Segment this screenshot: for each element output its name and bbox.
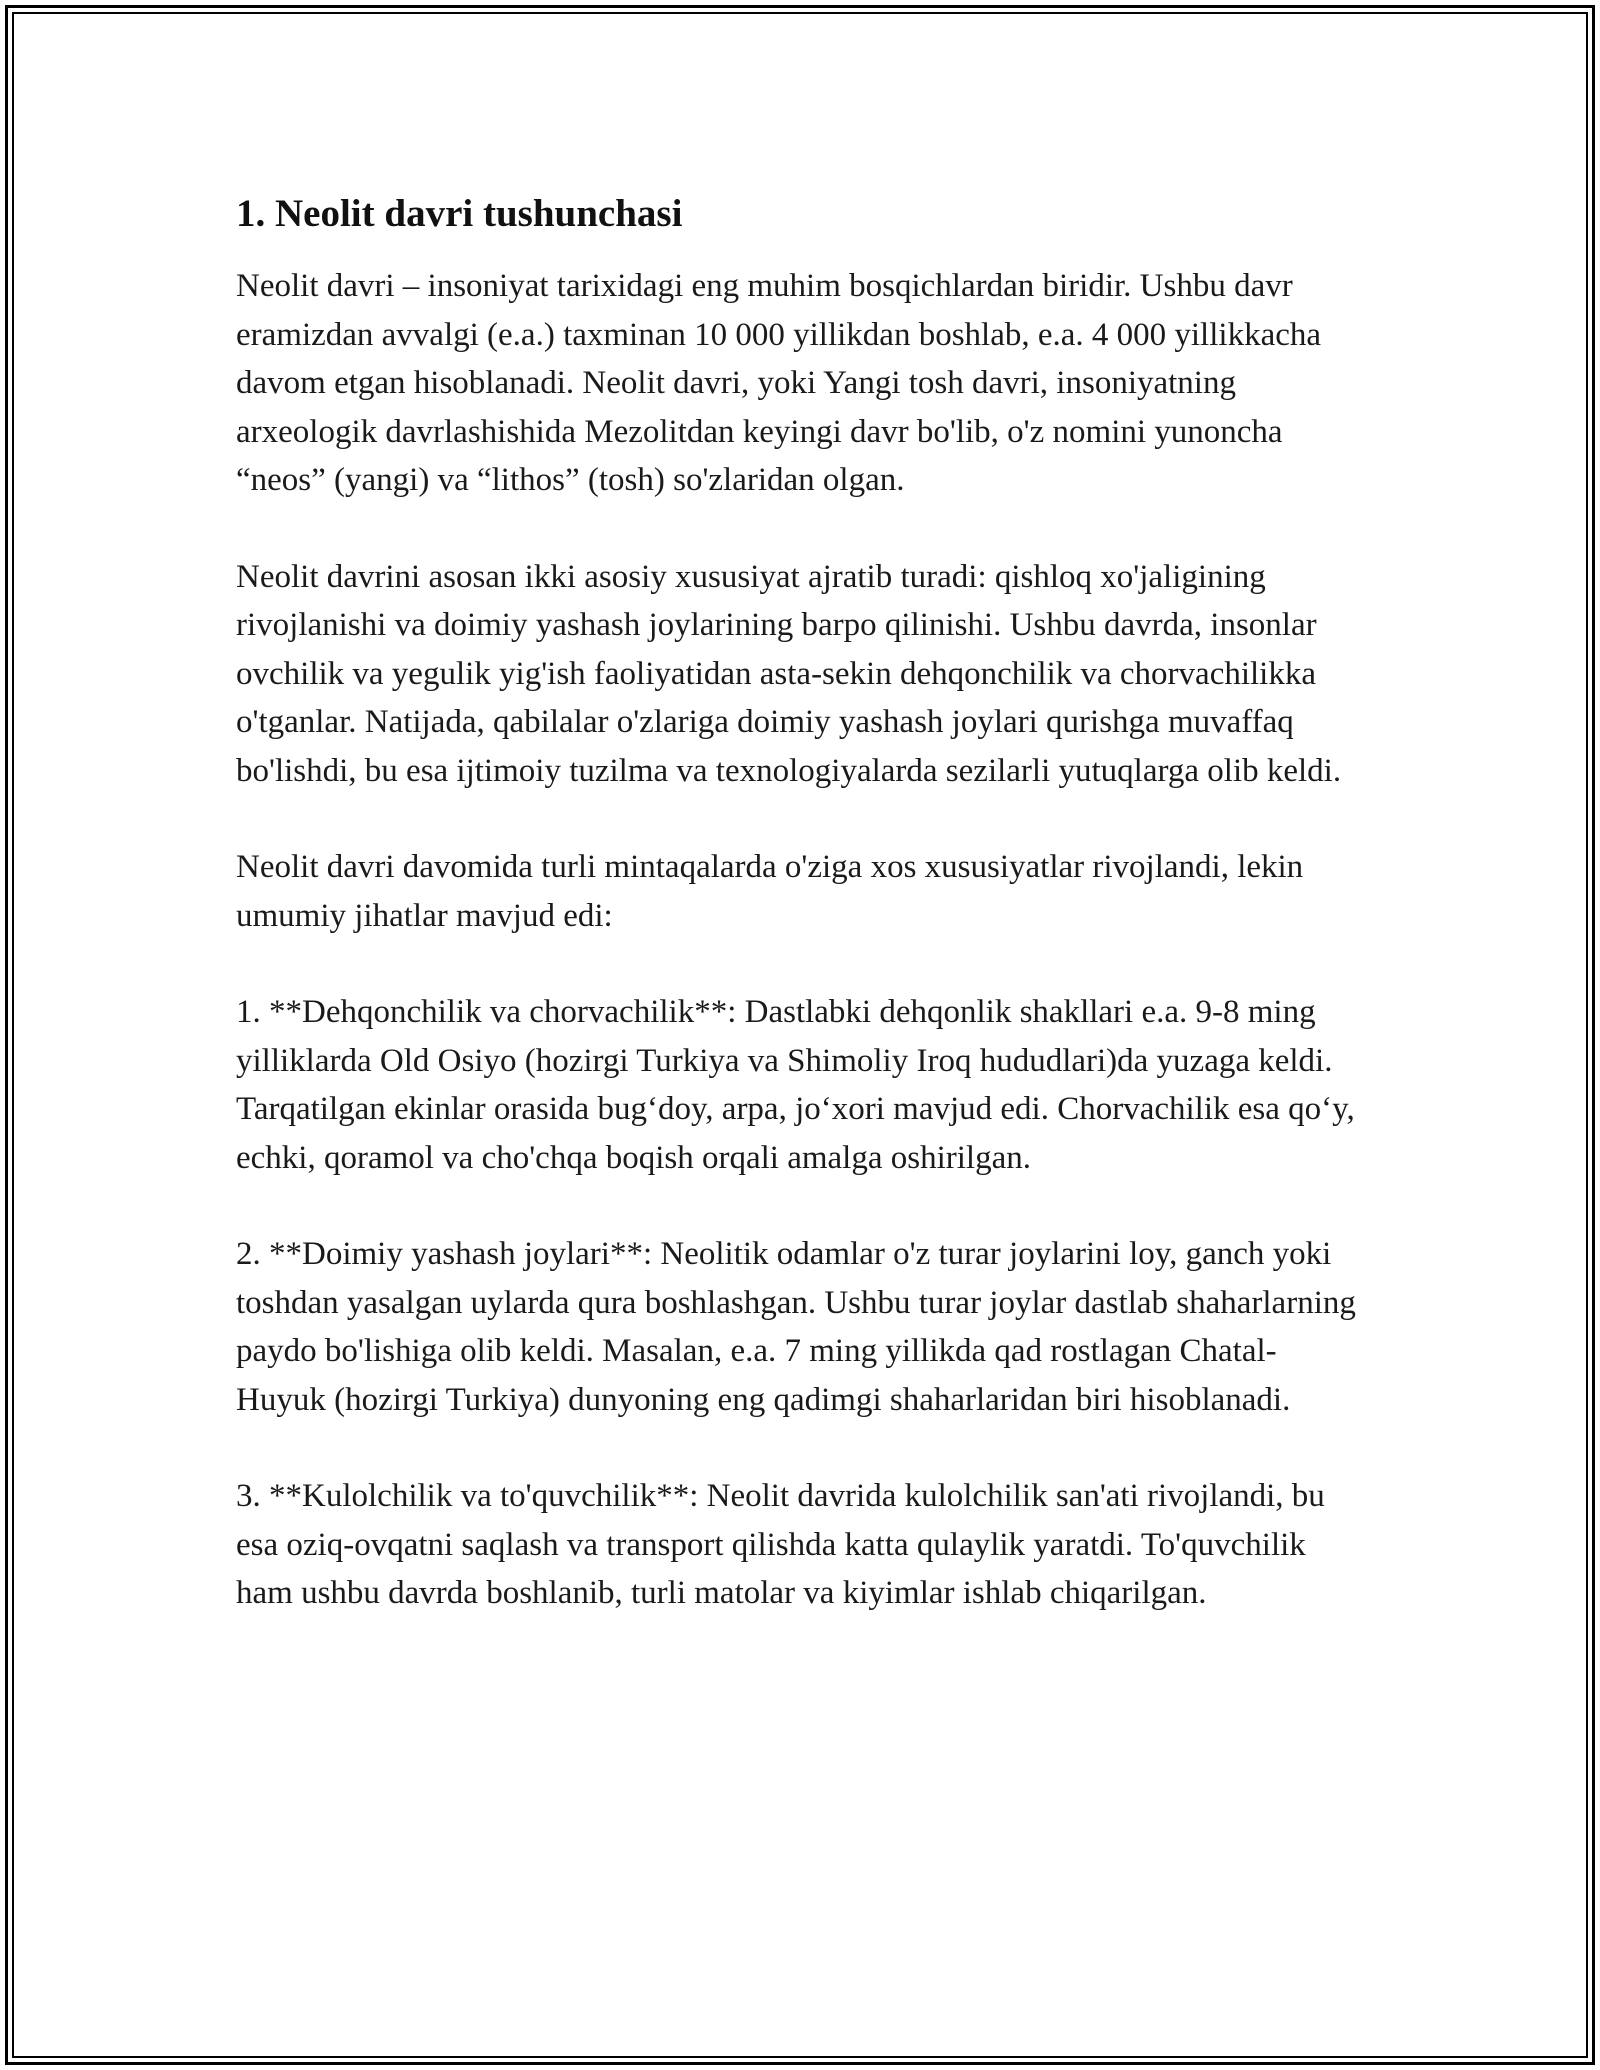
paragraph-features: Neolit davrini asosan ikki asosiy xususiyat ajratib turadi: qishloq xo'jaligining rivojlanishi va doimiy yashash joylarining barpo qilinishi. Ushbu davrda, insonlar ovchilik va yegulik yig'ish faoliyatidan asta-sekin dehqonchilik va chorvachilikka o'tganlar. Natijada, qabilalar o'zlariga doimiy yashash joylari qurishga muvaffaq bo'lishdi, bu esa ijtimoiy tuzilma va texnologiyalarda sezilarli yutuqlarga olib keldi. [236,558,1342,789]
document-body [236,186,1366,1666]
paragraph-regional: Neolit davri davomida turli mintaqalarda o'ziga xos xususiyatlar rivojlandi, lekin umumiy jihatlar mavjud edi: [236,849,1304,934]
paragraph-intro: Neolit davri – insoniyat tarixidagi eng muhim bosqichlardan biridir. Ushbu davr eramizdan avvalgi (e.a.) taxminan 10 000 yillikdan boshlab, e.a. 4 000 yillikkacha davom etgan hisoblanadi. Neolit davri, yoki Yangi tosh davri, insoniyatning arxeologik davrlashishida Mezolitdan keyingi davr bo'lib, o'z nomini yunoncha “neos” (yangi) va “lithos” (tosh) so'zlaridan olgan. [236,268,1322,498]
section-heading: 1. Neolit davri tushunchasi [236,192,683,235]
list-item-pottery: 3. **Kulolchilik va to'quvchilik**: Neolit davrida kulolchilik san'ati rivojlandi, bu esa oziq-ovqatni saqlash va transport qilishda katta qulaylik yaratdi. To'quvchilik ham ushbu davrda boshlanib, turli matolar va kiyimlar ishlab chiqarilgan. [236,1478,1325,1611]
list-item-settlements: 2. **Doimiy yashash joylari**: Neolitik odamlar o'z turar joylarini loy, ganch yoki toshdan yasalgan uylarda qura boshlashgan. Ushbu turar joylar dastlab shaharlarning paydo bo'lishiga olib keldi. Masalan, e.a. 7 ming yillikda qad rostlagan Chatal-Huyuk (hozirgi Turkiya) dunyoning eng qadimgi shaharlaridan biri hisoblanadi. [236,1236,1356,1418]
list-item-agriculture: 1. **Dehqonchilik va chorvachilik**: Dastlabki dehqonlik shakllari e.a. 9-8 ming yilliklarda Old Osiyo (hozirgi Turkiya va Shimoliy Iroq hududlari)da yuzaga keldi. Tarqatilgan ekinlar orasida bug‘doy, arpa, jo‘xori mavjud edi. Chorvachilik esa qo‘y, echki, qoramol va cho'chqa boqish orqali amalga oshirilgan. [236,994,1355,1176]
